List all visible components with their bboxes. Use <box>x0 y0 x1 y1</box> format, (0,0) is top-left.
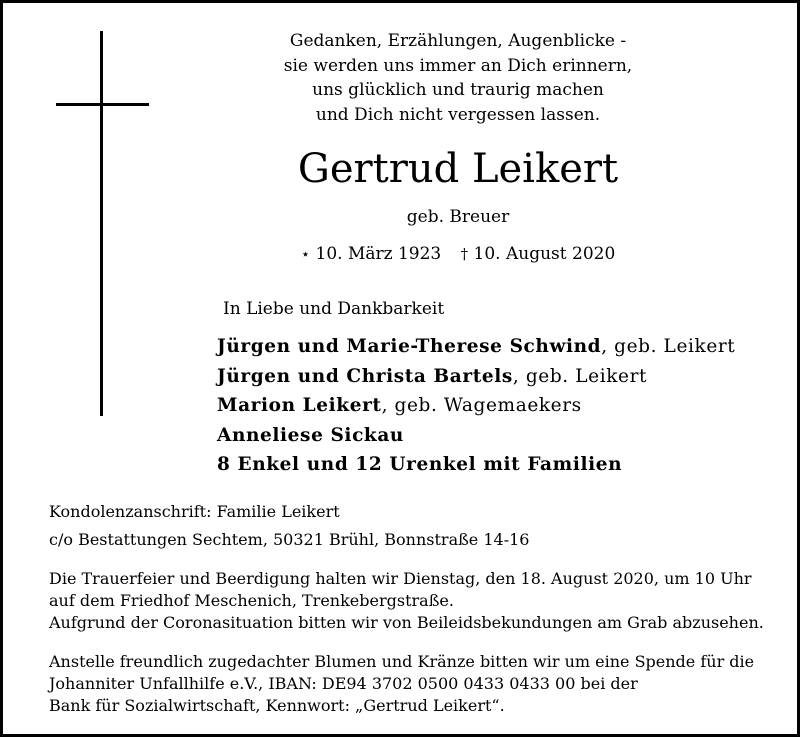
info-line: Die Trauerfeier und Beerdigung halten wir Dienstag, den 18. August 2020, um 10 Uhr <box>49 569 752 588</box>
mourner-row <box>217 362 735 392</box>
poem-line: sie werden uns immer an Dich erinnern, <box>283 55 633 76</box>
condolence-address <box>49 498 529 554</box>
mourner-name: Marion Leikert <box>217 395 382 416</box>
donation-line: Johanniter Unfallhilfe e.V., IBAN: DE94 3702 0500 0433 0433 00 bei der <box>49 674 638 693</box>
poem-line: und Dich nicht vergessen lassen. <box>315 104 601 125</box>
cross-icon-horizontal-bar <box>56 103 149 106</box>
death-dagger-icon: † <box>460 245 469 263</box>
birth-date: 10. März 1923 <box>315 244 442 264</box>
maiden-name: geb. Breuer <box>406 207 510 227</box>
mourner-suffix: , geb. Wagemaekers <box>381 395 582 416</box>
mourner-row <box>217 450 735 480</box>
donation-line: Bank für Sozialwirtschaft, Kennwort: „Gertrud Leikert“. <box>49 696 505 715</box>
death-date: 10. August 2020 <box>473 244 616 264</box>
funeral-info <box>49 568 764 634</box>
birth-star-icon: ⋆ <box>300 245 311 263</box>
address-line: Kondolenzanschrift: Familie Leikert <box>49 502 340 521</box>
mourners-list <box>217 332 735 480</box>
mourner-name: Anneliese Sickau <box>217 424 404 446</box>
mourner-name: 8 Enkel und 12 Urenkel mit Familien <box>217 454 623 475</box>
poem-line: Gedanken, Erzählungen, Augenblicke - <box>289 31 627 51</box>
deceased-name: Gertrud Leikert <box>297 146 619 192</box>
cross-icon-vertical-bar <box>100 31 103 416</box>
mourner-row <box>217 421 735 451</box>
mourner-suffix: , geb. Leikert <box>512 365 648 387</box>
mourner-name: Jürgen und Christa Bartels <box>217 365 513 387</box>
mourner-suffix: , geb. Leikert <box>601 336 736 357</box>
info-line: Aufgrund der Coronasituation bitten wir von Beileidsbekundungen am Grab abzusehen. <box>49 613 764 632</box>
mourner-row <box>217 332 735 362</box>
poem-line: uns glücklich und traurig machen <box>312 80 604 100</box>
mourner-row <box>217 391 735 421</box>
donation-info <box>49 651 754 717</box>
mourners-intro: In Liebe und Dankbarkeit <box>223 299 445 319</box>
info-line: auf dem Friedhof Meschenich, Trenkebergstraße. <box>49 591 454 610</box>
memorial-poem <box>258 29 658 127</box>
life-dates <box>258 243 658 265</box>
donation-line: Anstelle freundlich zugedachter Blumen und Kränze bitten wir um eine Spende für die <box>49 652 755 671</box>
address-line: c/o Bestattungen Sechtem, 50321 Brühl, Bonnstraße 14-16 <box>49 530 530 549</box>
mourner-name: Jürgen und Marie-Therese Schwind <box>217 336 602 357</box>
